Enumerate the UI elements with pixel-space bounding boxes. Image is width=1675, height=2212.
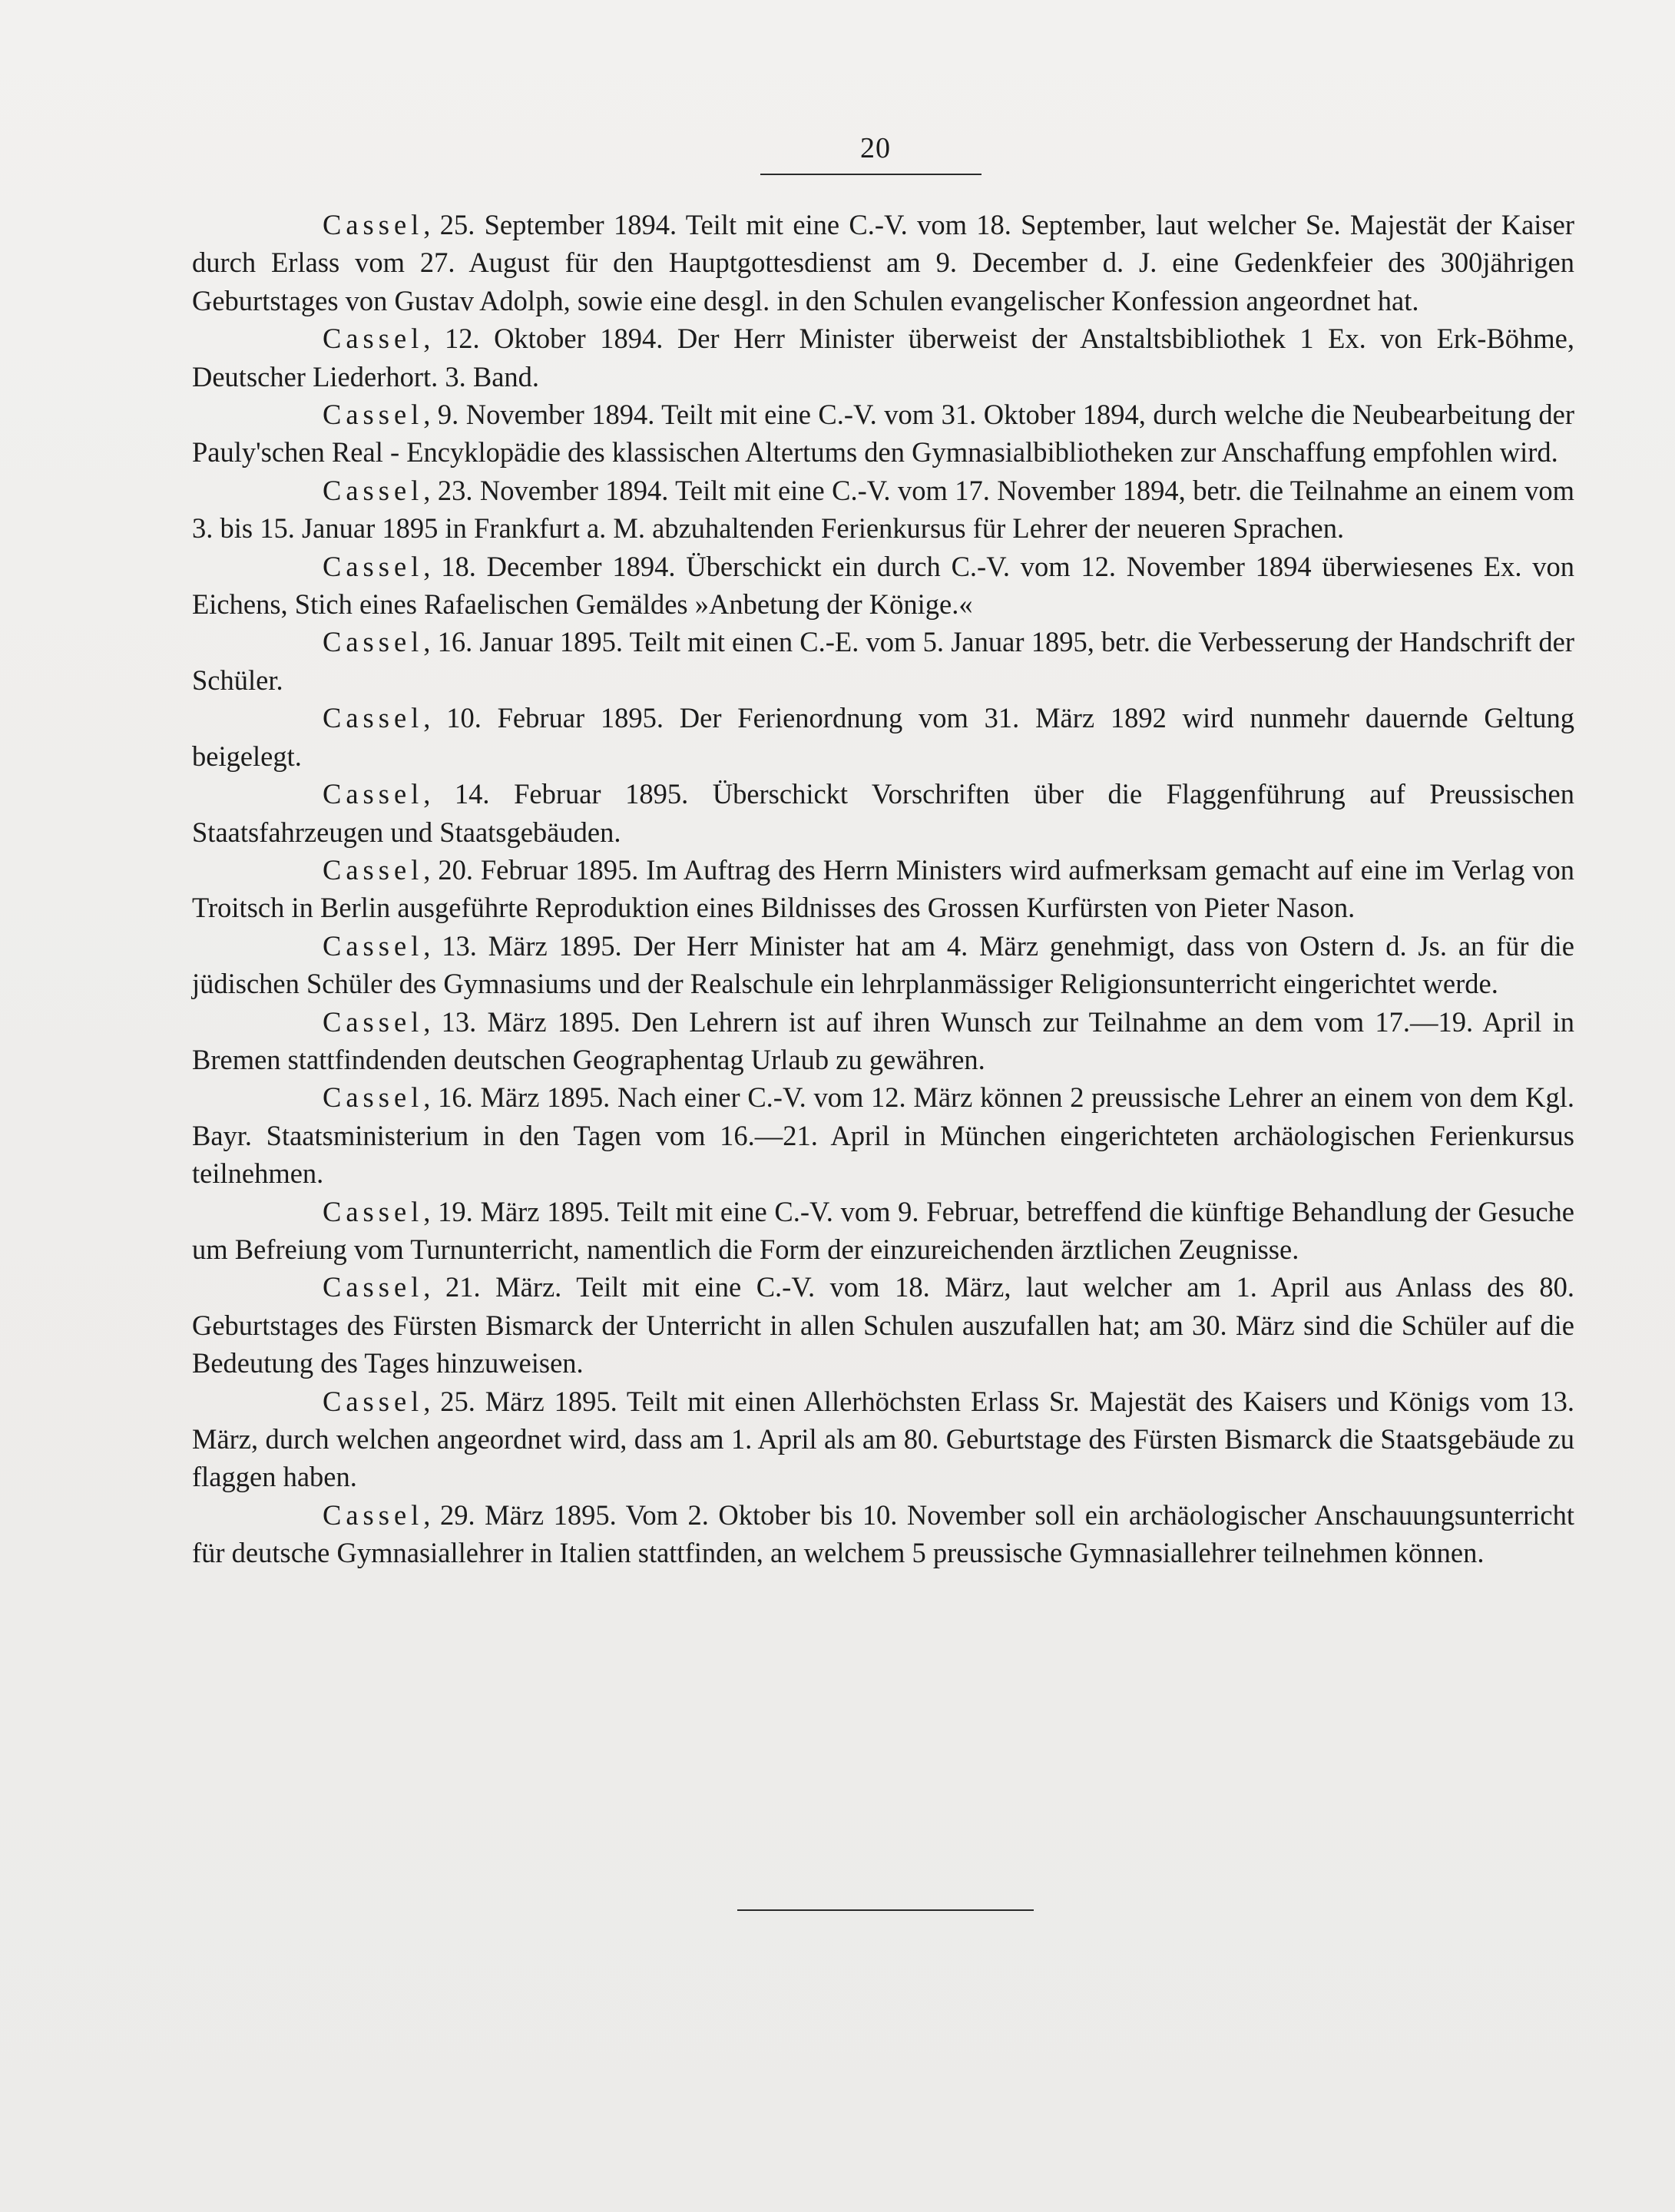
- decree-entry: [192, 851, 1574, 927]
- entry-text: , 13. März 1895. Der Herr Minister hat am 4. März genehmigt, dass von Ostern d. Js. an für die jüdischen Schüler des Gymnasiums und der Realschule ein lehrplanmässiger Religionsunterricht eingerichtet werde.: [192, 929, 1574, 1000]
- entry-text: , 10. Februar 1895. Der Ferienordnung vom 31. März 1892 wird nunmehr dauernde Geltung beigelegt.: [192, 702, 1574, 772]
- entry-text: , 18. December 1894. Überschickt ein durch C.-V. vom 12. November 1894 überwiesenes Ex. von Eichens, Stich eines Rafaelischen Gemäldes »Anbetung der Könige.«: [192, 550, 1574, 621]
- entry-text: , 16. März 1895. Nach einer C.-V. vom 12. März können 2 preussische Lehrer an einem von dem Kgl. Bayr. Staatsministerium in den Tagen vom 16.—21. April in München eingerichteten archäologischen Ferienkursus teilnehmen.: [192, 1081, 1574, 1190]
- decree-entry: [192, 1382, 1574, 1496]
- decree-entry: [192, 320, 1574, 396]
- decree-entry: [192, 1003, 1574, 1079]
- entry-text: , 25. September 1894. Teilt mit eine C.-V. vom 18. September, laut welcher Se. Majestät der Kaiser durch Erlass vom 27. August für den Hauptgottesdienst am 9. December d. J. eine Gedenkfeier des 300jährigen Geburtstages von Gustav Adolph, sowie eine desgl. in den Schulen evangelischer Konfession angeordnet hat.: [192, 209, 1574, 316]
- entry-place: Cassel: [323, 550, 424, 582]
- decree-entry: [192, 927, 1574, 1003]
- entry-text: , 21. März. Teilt mit eine C.-V. vom 18. März, laut welcher am 1. April aus Anlass des 80. Geburtstages des Fürsten Bismarck der Unterricht in allen Schulen auszufallen hat; am 30. März sind die Schüler auf die Bedeutung des Tages hinzuweisen.: [192, 1271, 1574, 1379]
- decree-entry: [192, 699, 1574, 775]
- entry-place: Cassel: [323, 1385, 424, 1417]
- decree-entry: [192, 623, 1574, 699]
- decree-entry: [192, 1268, 1574, 1382]
- entry-place: Cassel: [323, 626, 424, 658]
- entry-place: Cassel: [323, 929, 424, 962]
- entry-place: Cassel: [323, 474, 424, 506]
- page-number: 20: [860, 132, 891, 164]
- entry-text: , 16. Januar 1895. Teilt mit einen C.-E. vom 5. Januar 1895, betr. die Verbesserung der Handschrift der Schüler.: [192, 626, 1574, 696]
- entry-place: Cassel: [323, 1081, 424, 1114]
- entry-text: , 23. November 1894. Teilt mit eine C.-V. vom 17. November 1894, betr. die Teilnahme an einem vom 3. bis 15. Januar 1895 in Frankfurt a. M. abzuhaltenden Ferienkursus für Lehrer der neueren Sprachen.: [192, 474, 1574, 545]
- entry-place: Cassel: [323, 1271, 424, 1303]
- entry-text: , 13. März 1895. Den Lehrern ist auf ihren Wunsch zur Teilnahme an dem vom 17.—19. April in Bremen stattfindenden deutschen Geographentag Urlaub zu gewähren.: [192, 1005, 1574, 1075]
- entry-place: Cassel: [323, 702, 424, 734]
- decree-list: [192, 206, 1574, 1572]
- entry-text: , 12. Oktober 1894. Der Herr Minister überweist der Anstaltsbibliothek 1 Ex. von Erk-Böhme, Deutscher Liederhort. 3. Band.: [192, 323, 1574, 392]
- entry-place: Cassel: [323, 1195, 424, 1227]
- decree-entry: [192, 206, 1574, 320]
- entry-text: , 20. Februar 1895. Im Auftrag des Herrn Ministers wird aufmerksam gemacht auf eine im Verlag von Troitsch in Berlin ausgeführte Reproduktion eines Bildnisses des Grossen Kurfürsten von Pieter Nason.: [192, 853, 1574, 924]
- page-number-rule: [760, 174, 981, 175]
- decree-entry: [192, 1078, 1574, 1192]
- entry-place: Cassel: [323, 778, 424, 810]
- entry-place: Cassel: [323, 853, 424, 886]
- closing-rule: [737, 1909, 1034, 1911]
- entry-place: Cassel: [323, 399, 424, 431]
- decree-entry: [192, 396, 1574, 472]
- entry-text: , 9. November 1894. Teilt mit eine C.-V. vom 31. Oktober 1894, durch welche die Neubearbeitung der Pauly'schen Real - Encyklopädie des klassischen Altertums den Gymnasialbibliotheken zur Anschaffung empfohlen wird.: [192, 399, 1574, 469]
- entry-text: , 14. Februar 1895. Überschickt Vorschriften über die Flaggenführung auf Preussischen Staatsfahrzeugen und Staatsgebäuden.: [192, 778, 1574, 848]
- decree-entry: [192, 775, 1574, 851]
- entry-text: , 19. März 1895. Teilt mit eine C.-V. vom 9. Februar, betreffend die künftige Behandlung der Gesuche um Befreiung vom Turnunterricht, namentlich die Form der einzureichenden ärztlichen Zeugnisse.: [192, 1195, 1574, 1265]
- entry-place: Cassel: [323, 1005, 424, 1038]
- decree-entry: [192, 472, 1574, 548]
- decree-entry: [192, 548, 1574, 624]
- entry-text: , 29. März 1895. Vom 2. Oktober bis 10. November soll ein archäologischer Anschauungsunterricht für deutsche Gymnasiallehrer in Italien stattfinden, an welchem 5 preussische Gymnasiallehrer teilnehmen können.: [192, 1498, 1574, 1569]
- entry-place: Cassel: [323, 1498, 424, 1531]
- decree-entry: [192, 1496, 1574, 1572]
- entry-place: Cassel: [323, 209, 424, 240]
- decree-entry: [192, 1193, 1574, 1269]
- entry-text: , 25. März 1895. Teilt mit einen Allerhöchsten Erlass Sr. Majestät des Kaisers und Königs vom 13. März, durch welchen angeordnet wird, dass am 1. April als am 80. Geburtstage des Fürsten Bismarck die Staatsgebäude zu flaggen haben.: [192, 1385, 1574, 1493]
- entry-place: Cassel: [323, 323, 424, 355]
